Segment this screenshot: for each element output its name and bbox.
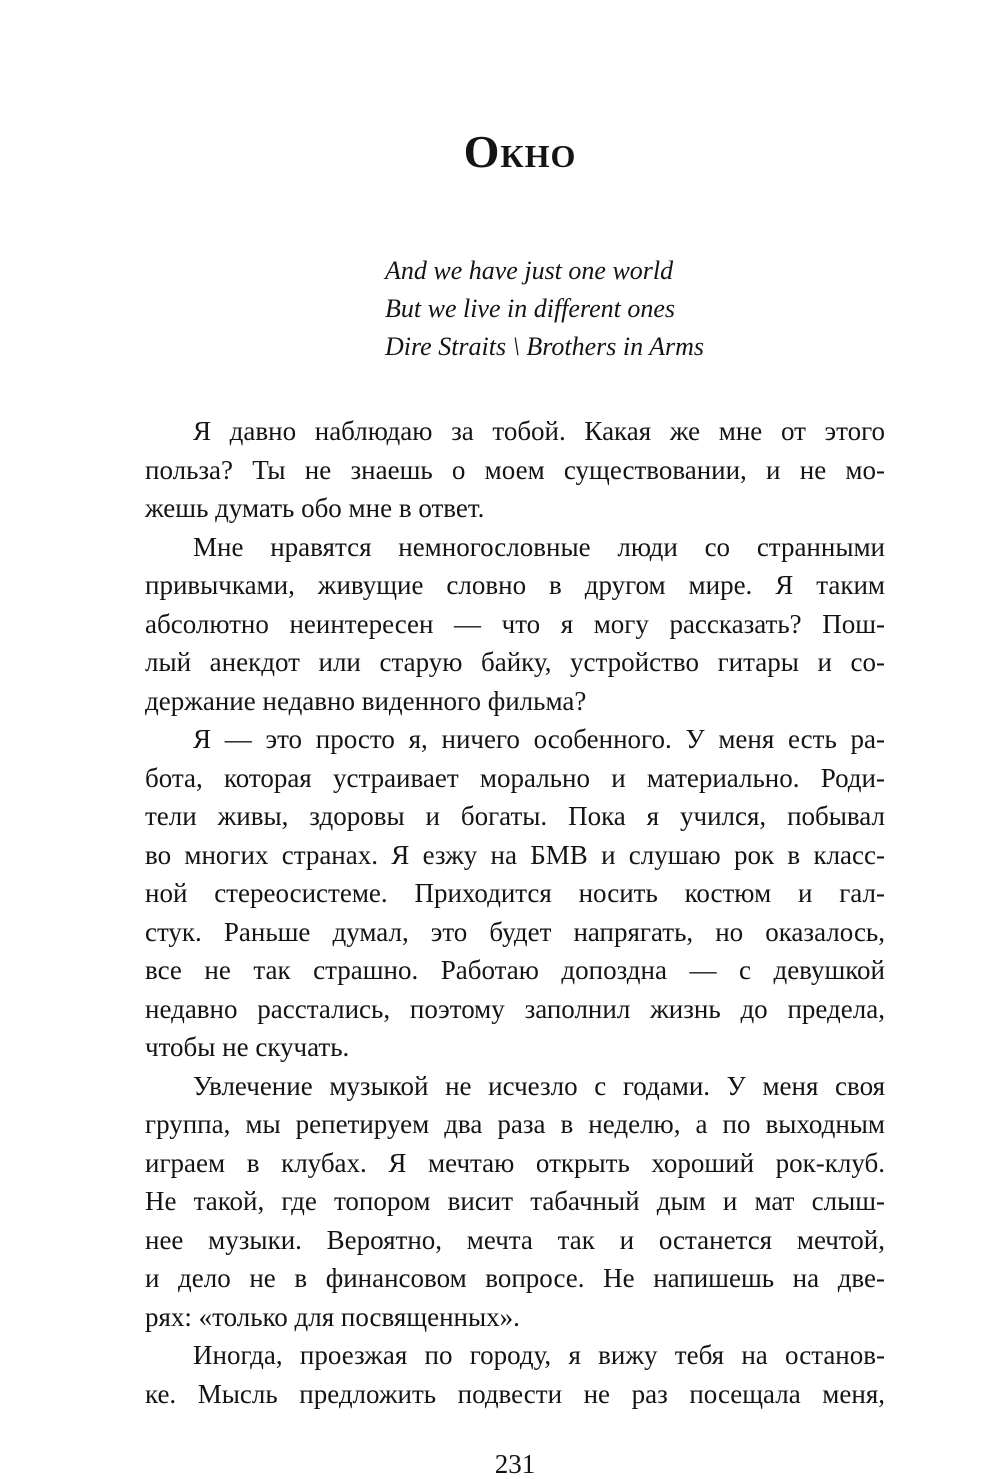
body-line: играем в клубах. Я мечтаю открыть хороший рок-клуб. xyxy=(145,1147,885,1178)
body-text xyxy=(145,412,885,1413)
body-line: лый анекдот или старую байку, устройство гитары и со- xyxy=(145,647,885,677)
body-line: стук. Раньше думал, это будет напрягать, но оказалось, xyxy=(145,916,885,947)
paragraph xyxy=(145,1067,885,1337)
body-line: бота, которая устраивает морально и материально. Роди- xyxy=(145,762,885,793)
body-line: абсолютно неинтересен — что я могу рассказать? Пош- xyxy=(145,608,885,639)
body-line: польза? Ты не знаешь о моем существовании, и не мо- xyxy=(145,454,885,485)
body-line: привычками, живущие словно в другом мире. Я таким xyxy=(145,570,885,600)
body-line: Я — это просто я, ничего особенного. У меня есть ра- xyxy=(193,724,885,754)
body-line: недавно расстались, поэтому заполнил жизнь до предела, xyxy=(145,993,885,1024)
body-line: все не так страшно. Работаю допоздна — с девушкой xyxy=(145,955,885,985)
body-line: чтобы не скучать. xyxy=(145,1032,350,1062)
body-line: держание недавно виденного фильма? xyxy=(145,685,587,716)
epigraph xyxy=(385,252,885,366)
body-line: группа, мы репетируем два раза в неделю, а по выходным xyxy=(145,1109,885,1139)
body-line: Мне нравятся немногословные люди со странными xyxy=(193,531,885,562)
page-number: 231 xyxy=(494,1449,536,1479)
body-line: нее музыки. Вероятно, мечта так и останется мечтой, xyxy=(145,1224,885,1255)
epigraph-line: Dire Straits \ Brothers in Arms xyxy=(385,332,705,361)
body-line: Не такой, где топором висит табачный дым и мат слыш- xyxy=(145,1186,885,1216)
body-line: и дело не в финансовом вопросе. Не напишешь на две- xyxy=(145,1263,885,1293)
body-line: ке. Мысль предложить подвести не раз посещала меня, xyxy=(145,1378,885,1409)
body-line: во многих странах. Я езжу на БМВ и слушаю рок в класс- xyxy=(145,839,885,870)
paragraph xyxy=(145,412,885,528)
paragraph xyxy=(145,528,885,721)
epigraph-line: And we have just one world xyxy=(385,256,674,285)
epigraph-line: But we live in different ones xyxy=(385,294,676,323)
body-line: жешь думать обо мне в ответ. xyxy=(145,493,485,523)
body-line: тели живы, здоровы и богаты. Пока я учился, побывал xyxy=(145,801,885,831)
chapter-title: Окно xyxy=(463,126,577,177)
body-line: рях: «только для посвященных». xyxy=(145,1301,520,1332)
body-line: ной стереосистеме. Приходится носить костюм и гал- xyxy=(145,878,885,908)
body-line: Я давно наблюдаю за тобой. Какая же мне от этого xyxy=(193,416,885,446)
paragraph xyxy=(145,1336,885,1413)
body-line: Иногда, проезжая по городу, я вижу тебя на останов- xyxy=(193,1340,885,1370)
paragraph xyxy=(145,720,885,1067)
body-line: Увлечение музыкой не исчезло с годами. У меня своя xyxy=(193,1070,885,1101)
